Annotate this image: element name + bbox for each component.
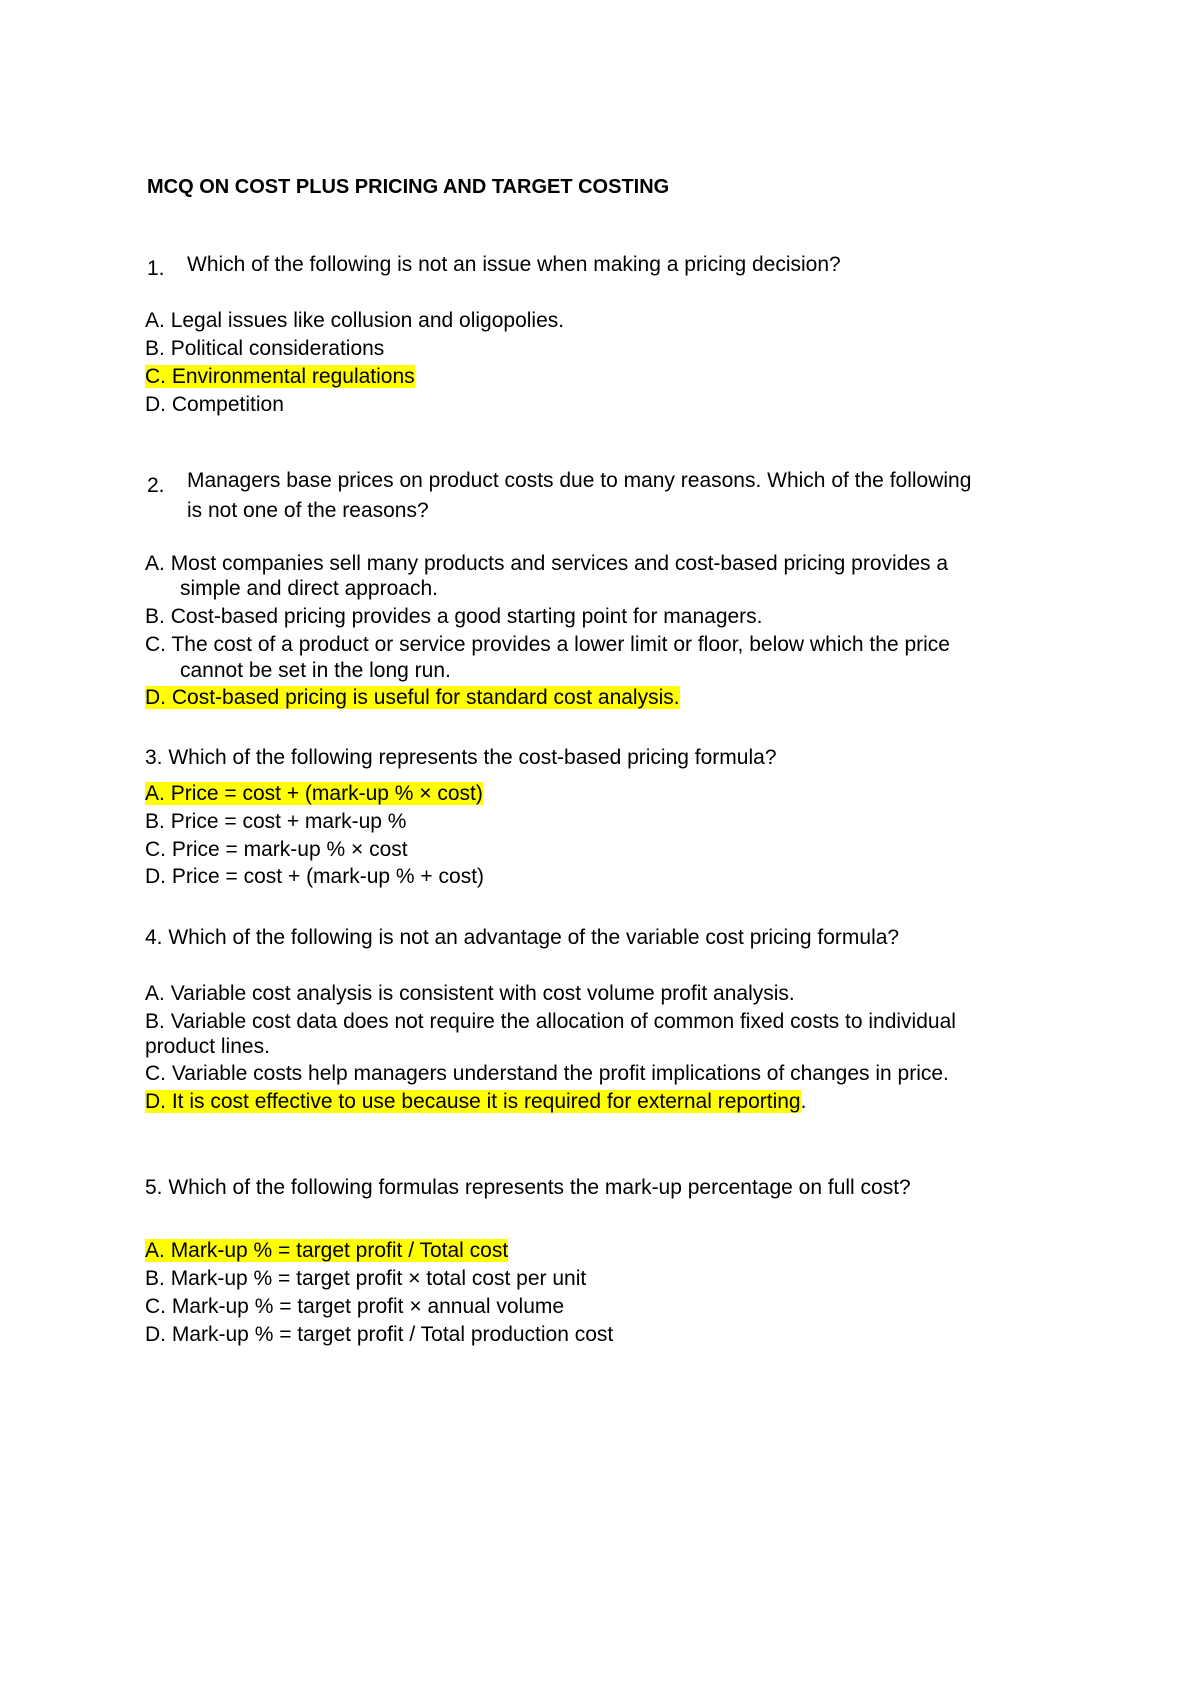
question-3-number: 3. — [145, 746, 163, 769]
highlighted-answer — [145, 782, 483, 805]
option-letter: D. — [145, 1090, 166, 1113]
option-text: Price = cost + (mark-up % × cost) — [170, 782, 483, 805]
option-text: Cost-based pricing is useful for standard cost analysis. — [171, 686, 680, 709]
option-text: Mark-up % = target profit × total cost per unit — [170, 1267, 587, 1290]
q2-option-c-continued: cannot be set in the long run. — [180, 659, 451, 682]
q2-option-a — [145, 551, 948, 577]
highlighted-answer — [145, 365, 415, 388]
question-2-text-line-2: is not one of the reasons? — [187, 499, 429, 522]
option-text: Mark-up % = target profit / Total cost — [170, 1239, 509, 1262]
option-letter: A. — [145, 1239, 165, 1262]
q1-option-c — [145, 364, 415, 390]
option-letter: C. — [145, 1295, 166, 1318]
question-4-text: Which of the following is not an advantage of the variable cost pricing formula? — [168, 926, 900, 949]
option-letter: B. — [145, 605, 165, 628]
option-letter: D. — [145, 686, 166, 709]
question-4-number: 4. — [145, 926, 163, 949]
option-letter: A. — [145, 552, 165, 575]
question-5-text: Which of the following formulas represents the mark-up percentage on full cost? — [168, 1176, 911, 1199]
q5-option-c — [145, 1294, 564, 1320]
option-text: Variable cost data does not require the allocation of common fixed costs to individual — [170, 1010, 956, 1033]
question-1-text: Which of the following is not an issue when making a pricing decision? — [187, 253, 841, 276]
option-text: Legal issues like collusion and oligopolies. — [170, 309, 565, 332]
q4-option-c — [145, 1061, 949, 1087]
option-letter: B. — [145, 1267, 165, 1290]
q1-option-a — [145, 308, 564, 334]
document-title: MCQ ON COST PLUS PRICING AND TARGET COSTING — [147, 176, 670, 198]
option-text: Mark-up % = target profit × annual volume — [171, 1295, 565, 1318]
option-trailing-period: . — [800, 1090, 807, 1113]
option-letter: B. — [145, 1010, 165, 1033]
question-3 — [145, 745, 777, 771]
option-letter: D. — [145, 865, 166, 888]
option-letter: C. — [145, 633, 166, 656]
option-letter: A. — [145, 982, 165, 1005]
option-text: Price = cost + (mark-up % + cost) — [171, 865, 485, 888]
q2-option-b — [145, 604, 763, 630]
question-1-number: 1. — [147, 257, 165, 280]
question-5 — [145, 1175, 911, 1201]
q5-option-b — [145, 1266, 586, 1292]
q1-option-b — [145, 336, 384, 362]
option-text: Competition — [171, 393, 284, 416]
q2-option-d — [145, 685, 680, 711]
option-text: Environmental regulations — [171, 365, 415, 388]
q3-option-b — [145, 809, 406, 835]
option-text: It is cost effective to use because it is required for external reporting — [171, 1090, 801, 1113]
option-letter: A. — [145, 782, 165, 805]
option-text: Most companies sell many products and services and cost-based pricing provides a — [170, 552, 949, 575]
q3-option-d — [145, 864, 484, 890]
q4-option-b-continued: product lines. — [145, 1035, 270, 1058]
option-letter: D. — [145, 393, 166, 416]
q5-option-d — [145, 1322, 613, 1348]
question-2-text-line-1: Managers base prices on product costs due to many reasons. Which of the following — [187, 469, 972, 492]
q3-option-c — [145, 837, 408, 863]
option-letter: C. — [145, 838, 166, 861]
highlighted-answer — [145, 1239, 508, 1262]
option-text: Price = cost + mark-up % — [170, 810, 407, 833]
option-text: The cost of a product or service provides a lower limit or floor, below which the price — [171, 633, 950, 656]
option-text: Cost-based pricing provides a good starting point for managers. — [170, 605, 763, 628]
q3-option-a — [145, 781, 483, 807]
question-2-number: 2. — [147, 474, 165, 497]
q5-option-a — [145, 1238, 508, 1264]
option-text: Mark-up % = target profit / Total production cost — [171, 1323, 614, 1346]
q2-option-a-continued: simple and direct approach. — [180, 577, 438, 600]
q2-option-c — [145, 632, 950, 658]
q4-option-a — [145, 981, 795, 1007]
question-5-number: 5. — [145, 1176, 163, 1199]
question-4 — [145, 925, 899, 951]
highlighted-answer — [145, 686, 680, 709]
option-letter: B. — [145, 337, 165, 360]
q4-option-b — [145, 1009, 956, 1035]
option-text: Political considerations — [170, 337, 385, 360]
option-letter: A. — [145, 309, 165, 332]
option-text: Price = mark-up % × cost — [171, 838, 408, 861]
q1-option-d — [145, 392, 284, 418]
q4-option-d — [145, 1089, 806, 1115]
question-3-text: Which of the following represents the cost-based pricing formula? — [168, 746, 777, 769]
option-text: Variable costs help managers understand the profit implications of changes in price. — [171, 1062, 949, 1085]
option-letter: C. — [145, 1062, 166, 1085]
option-letter: D. — [145, 1323, 166, 1346]
option-letter: B. — [145, 810, 165, 833]
option-letter: C. — [145, 365, 166, 388]
option-text: Variable cost analysis is consistent with cost volume profit analysis. — [170, 982, 795, 1005]
highlighted-answer — [145, 1090, 801, 1113]
